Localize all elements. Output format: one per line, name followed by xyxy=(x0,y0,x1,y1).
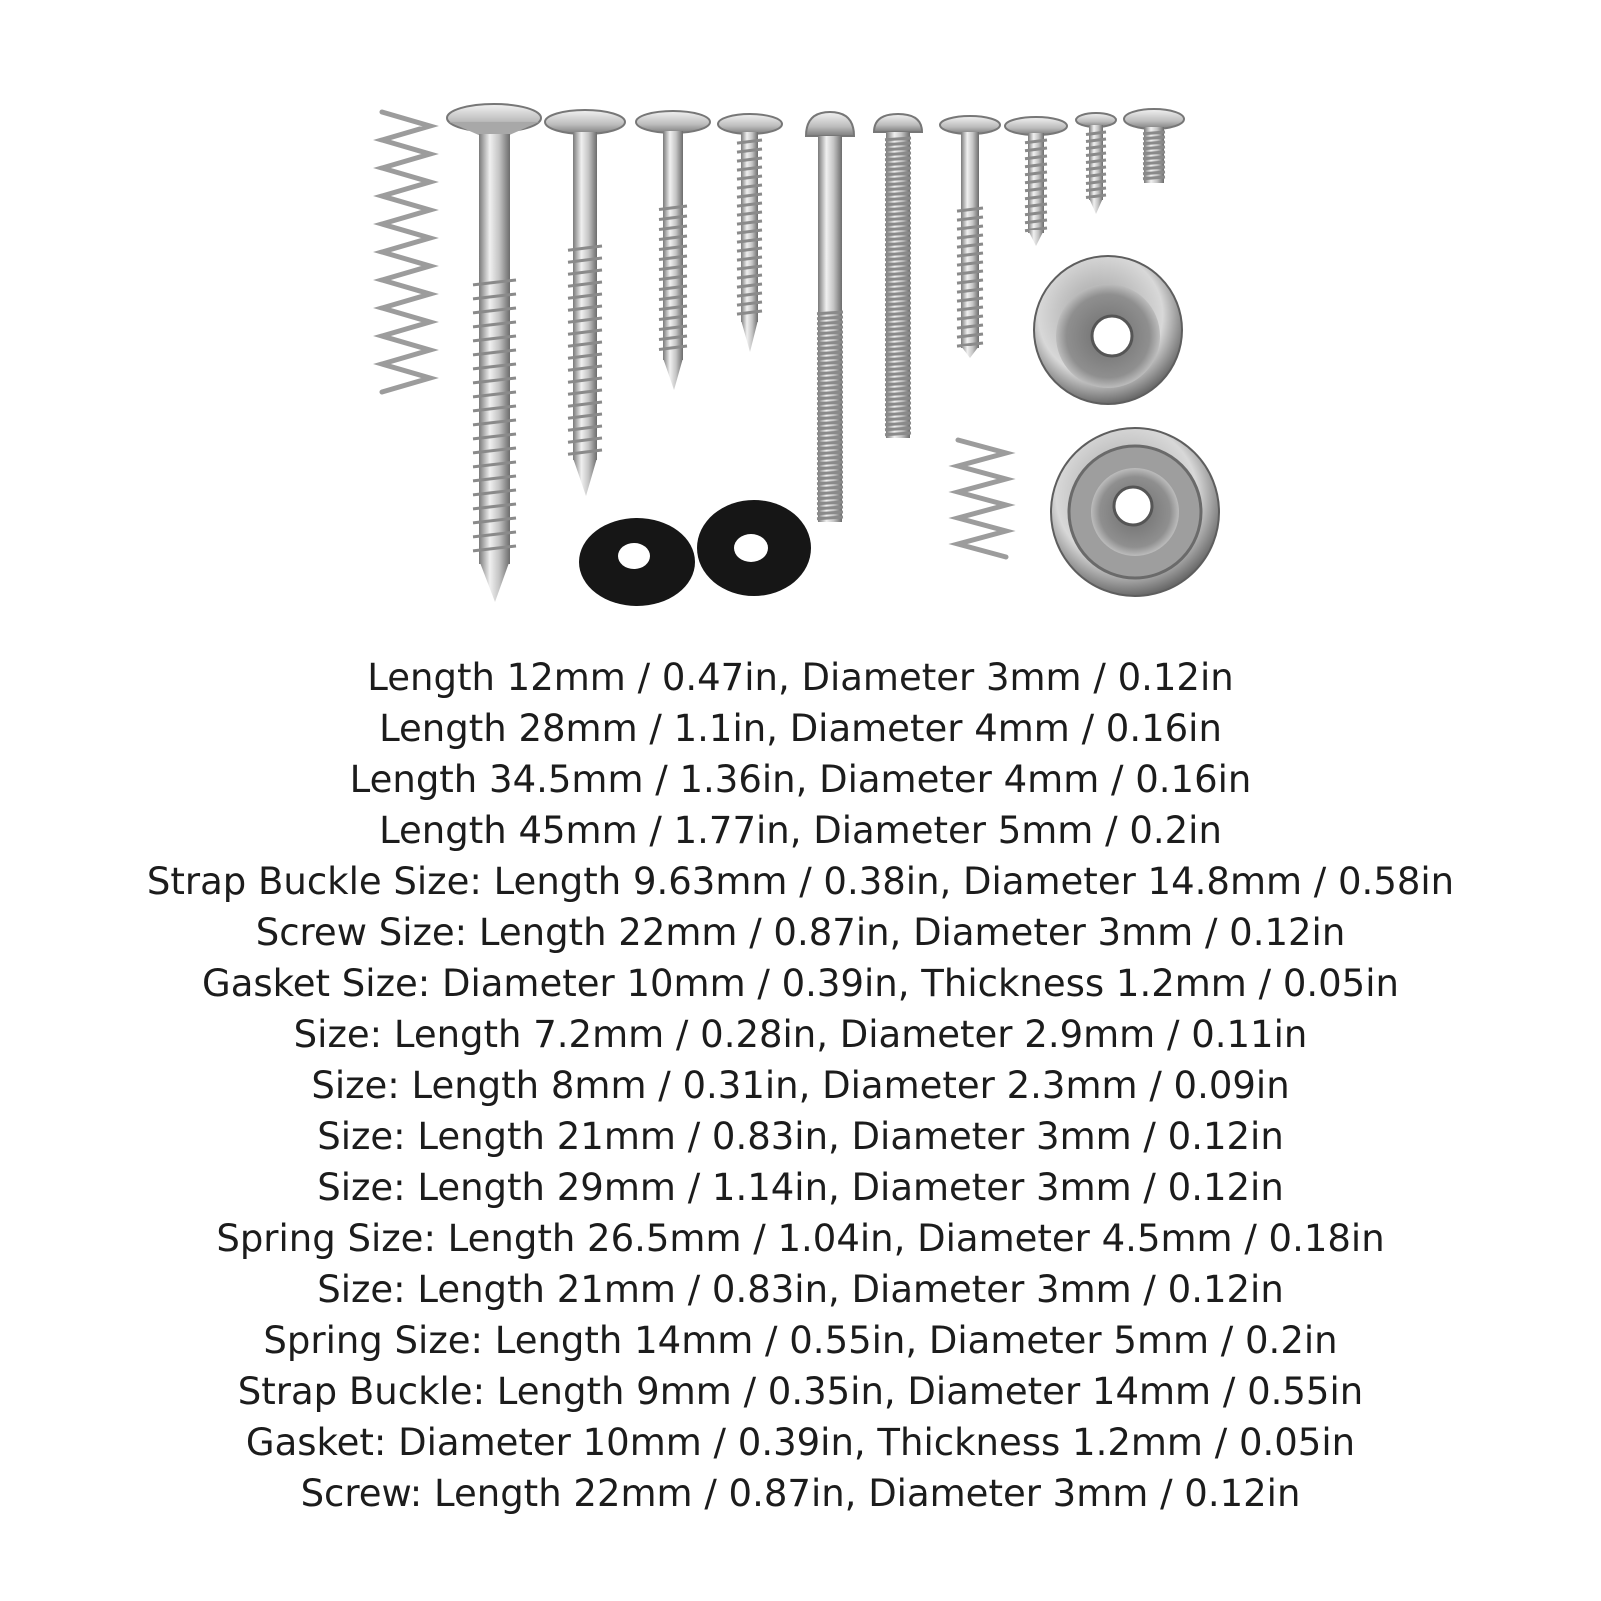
spec-list xyxy=(0,652,1601,1519)
thread-line xyxy=(885,403,911,405)
hardware-parts-photo xyxy=(0,0,1601,640)
thread-line xyxy=(737,185,762,188)
thread-line xyxy=(737,140,762,143)
screw-21mm-small-icon xyxy=(1005,117,1067,246)
thread-line xyxy=(885,318,911,320)
thread-line xyxy=(1143,177,1165,179)
thread-line xyxy=(817,437,843,439)
thread-line xyxy=(885,393,911,395)
spec-line: Length 34.5mm / 1.36in, Diameter 4mm / 0.16in xyxy=(349,758,1252,801)
thread-line xyxy=(885,208,911,210)
short-spring-coil xyxy=(958,440,1006,557)
thread-line xyxy=(885,433,911,435)
thread-line xyxy=(885,378,911,380)
thread-line xyxy=(885,213,911,215)
strap-buckle-icon xyxy=(1051,428,1219,596)
thread-line xyxy=(885,138,911,140)
thread-line xyxy=(817,497,843,499)
thread-line xyxy=(885,303,911,305)
thread-line xyxy=(817,322,843,324)
thread-line xyxy=(957,244,983,247)
thread-line xyxy=(1143,172,1165,174)
thread-line xyxy=(737,266,762,269)
thread-line xyxy=(1143,157,1165,159)
thread-line xyxy=(817,347,843,349)
rubber-gasket-icon xyxy=(697,500,811,596)
thread-line xyxy=(737,239,762,242)
spec-line: Length 12mm / 0.47in, Diameter 3mm / 0.12in xyxy=(367,656,1234,699)
spec-line: Size: Length 21mm / 0.83in, Diameter 3mm / 0.12in xyxy=(317,1268,1284,1311)
thread-line xyxy=(817,397,843,399)
thread-line xyxy=(957,343,983,346)
thread-line xyxy=(885,258,911,260)
screw-12mm-icon xyxy=(1076,113,1116,214)
thread-line xyxy=(957,262,983,265)
thread-line xyxy=(817,327,843,329)
thread-line xyxy=(885,388,911,390)
thread-line xyxy=(885,368,911,370)
screw-21mm-icon xyxy=(718,114,782,352)
thread-line xyxy=(957,325,983,328)
thread-line xyxy=(1143,132,1165,134)
thread-line xyxy=(737,293,762,296)
thread-line xyxy=(1143,167,1165,169)
thread-line xyxy=(885,323,911,325)
thread-line xyxy=(817,457,843,459)
screw-28mm-icon xyxy=(636,111,710,390)
thread-line xyxy=(885,283,911,285)
thread-line xyxy=(885,153,911,155)
short-spring-icon xyxy=(958,440,1006,557)
thread-line xyxy=(737,158,762,161)
thread-line xyxy=(817,362,843,364)
thread-line xyxy=(737,302,762,305)
spec-line: Size: Length 8mm / 0.31in, Diameter 2.3mm / 0.09in xyxy=(311,1064,1290,1107)
thread-line xyxy=(737,212,762,215)
thread-line xyxy=(817,337,843,339)
thread-line xyxy=(885,358,911,360)
thread-line xyxy=(885,428,911,430)
thread-line xyxy=(957,226,983,229)
thread-line xyxy=(737,221,762,224)
thread-line xyxy=(817,487,843,489)
thread-line xyxy=(957,217,983,220)
thread-line xyxy=(737,194,762,197)
thread-line xyxy=(885,398,911,400)
thread-line xyxy=(817,472,843,474)
thread-line xyxy=(885,363,911,365)
long-spring-coil xyxy=(382,112,430,392)
thread-line xyxy=(885,413,911,415)
thread-line xyxy=(957,271,983,274)
thread-line xyxy=(885,238,911,240)
thread-line xyxy=(817,507,843,509)
thread-line xyxy=(817,372,843,374)
thread-line xyxy=(1143,147,1165,149)
thread-line xyxy=(1143,162,1165,164)
thread-line xyxy=(817,512,843,514)
thread-line xyxy=(885,308,911,310)
thread-line xyxy=(737,203,762,206)
thread-line xyxy=(885,408,911,410)
thread-line xyxy=(885,273,911,275)
thread-line xyxy=(817,427,843,429)
strap-buckle-icon xyxy=(1034,256,1182,404)
thread-line xyxy=(817,387,843,389)
thread-line xyxy=(817,422,843,424)
thread-line xyxy=(885,423,911,425)
thread-line xyxy=(885,328,911,330)
thread-line xyxy=(817,352,843,354)
thread-line xyxy=(737,149,762,152)
thread-line xyxy=(817,357,843,359)
thread-line xyxy=(817,377,843,379)
thread-line xyxy=(817,482,843,484)
spec-line: Size: Length 7.2mm / 0.28in, Diameter 2.9mm / 0.11in xyxy=(293,1013,1308,1056)
thread-line xyxy=(957,307,983,310)
spec-line: Strap Buckle Size: Length 9.63mm / 0.38in, Diameter 14.8mm / 0.58in xyxy=(146,860,1455,903)
thread-line xyxy=(817,312,843,314)
thread-line xyxy=(885,178,911,180)
thread-line xyxy=(885,263,911,265)
thread-line xyxy=(885,158,911,160)
thread-line xyxy=(817,317,843,319)
spec-line: Spring Size: Length 26.5mm / 1.04in, Diameter 4.5mm / 0.18in xyxy=(216,1217,1385,1260)
thread-line xyxy=(817,462,843,464)
thread-line xyxy=(957,253,983,256)
screw-45mm-icon xyxy=(447,104,541,602)
thread-line xyxy=(737,248,762,251)
thread-line xyxy=(737,275,762,278)
machine-screw-threaded-icon xyxy=(874,114,922,438)
screw-34mm-icon xyxy=(545,110,625,496)
thread-line xyxy=(885,253,911,255)
thread-line xyxy=(817,492,843,494)
thread-line xyxy=(817,447,843,449)
thread-line xyxy=(885,143,911,145)
thread-line xyxy=(1143,142,1165,144)
thread-line xyxy=(817,407,843,409)
thread-line xyxy=(885,148,911,150)
thread-line xyxy=(957,334,983,337)
thread-line xyxy=(885,418,911,420)
thread-line xyxy=(885,343,911,345)
spec-line: Screw: Length 22mm / 0.87in, Diameter 3mm / 0.12in xyxy=(300,1472,1301,1515)
spec-line: Length 28mm / 1.1in, Diameter 4mm / 0.16in xyxy=(379,707,1222,750)
thread-line xyxy=(817,332,843,334)
thread-line xyxy=(885,383,911,385)
spec-line: Size: Length 29mm / 1.14in, Diameter 3mm / 0.12in xyxy=(317,1166,1284,1209)
thread-line xyxy=(885,198,911,200)
thread-line xyxy=(817,417,843,419)
thread-line xyxy=(885,168,911,170)
thread-line xyxy=(817,442,843,444)
thread-line xyxy=(817,432,843,434)
spec-line: Size: Length 21mm / 0.83in, Diameter 3mm / 0.12in xyxy=(317,1115,1284,1158)
thread-line xyxy=(817,342,843,344)
thread-line xyxy=(817,382,843,384)
thread-line xyxy=(1143,152,1165,154)
spec-line: Spring Size: Length 14mm / 0.55in, Diameter 5mm / 0.2in xyxy=(263,1319,1338,1362)
thread-line xyxy=(1143,137,1165,139)
thread-line xyxy=(885,233,911,235)
spec-line: Length 45mm / 1.77in, Diameter 5mm / 0.2in xyxy=(379,809,1222,852)
thread-line xyxy=(817,477,843,479)
thread-line xyxy=(957,235,983,238)
thread-line xyxy=(885,338,911,340)
thread-line xyxy=(885,348,911,350)
thread-line xyxy=(817,412,843,414)
thread-line xyxy=(885,333,911,335)
thread-line xyxy=(885,173,911,175)
thread-line xyxy=(885,293,911,295)
thread-line xyxy=(885,313,911,315)
thread-line xyxy=(817,452,843,454)
thread-line xyxy=(885,203,911,205)
machine-screw-short-icon xyxy=(1124,109,1184,183)
screw-29mm-icon xyxy=(940,116,1000,358)
thread-line xyxy=(885,248,911,250)
thread-line xyxy=(817,467,843,469)
thread-line xyxy=(957,298,983,301)
thread-line xyxy=(737,230,762,233)
thread-line xyxy=(737,311,762,314)
thread-line xyxy=(737,257,762,260)
thread-line xyxy=(885,278,911,280)
thread-line xyxy=(957,280,983,283)
thread-line xyxy=(885,218,911,220)
thread-line xyxy=(737,167,762,170)
thread-line xyxy=(885,163,911,165)
thread-line xyxy=(885,228,911,230)
thread-line xyxy=(957,316,983,319)
thread-line xyxy=(817,367,843,369)
thread-line xyxy=(737,284,762,287)
rubber-gasket-icon xyxy=(579,518,695,606)
long-spring-icon xyxy=(382,112,430,392)
thread-line xyxy=(885,188,911,190)
thread-line xyxy=(885,373,911,375)
thread-line xyxy=(817,502,843,504)
thread-line xyxy=(737,176,762,179)
thread-line xyxy=(957,208,983,211)
spec-line: Screw Size: Length 22mm / 0.87in, Diameter 3mm / 0.12in xyxy=(255,911,1346,954)
thread-line xyxy=(885,243,911,245)
thread-line xyxy=(885,298,911,300)
thread-line xyxy=(885,288,911,290)
spec-line: Gasket: Diameter 10mm / 0.39in, Thickness 1.2mm / 0.05in xyxy=(245,1421,1356,1464)
thread-line xyxy=(885,353,911,355)
thread-line xyxy=(957,289,983,292)
thread-line xyxy=(817,517,843,519)
spec-line: Strap Buckle: Length 9mm / 0.35in, Diameter 14mm / 0.55in xyxy=(237,1370,1364,1413)
thread-line xyxy=(817,402,843,404)
machine-screw-long-icon xyxy=(806,112,854,522)
thread-line xyxy=(885,268,911,270)
spec-line: Gasket Size: Diameter 10mm / 0.39in, Thickness 1.2mm / 0.05in xyxy=(202,962,1399,1005)
screw-28mm-thread xyxy=(659,206,687,350)
thread-line xyxy=(885,223,911,225)
thread-line xyxy=(885,183,911,185)
thread-line xyxy=(817,392,843,394)
thread-line xyxy=(885,193,911,195)
